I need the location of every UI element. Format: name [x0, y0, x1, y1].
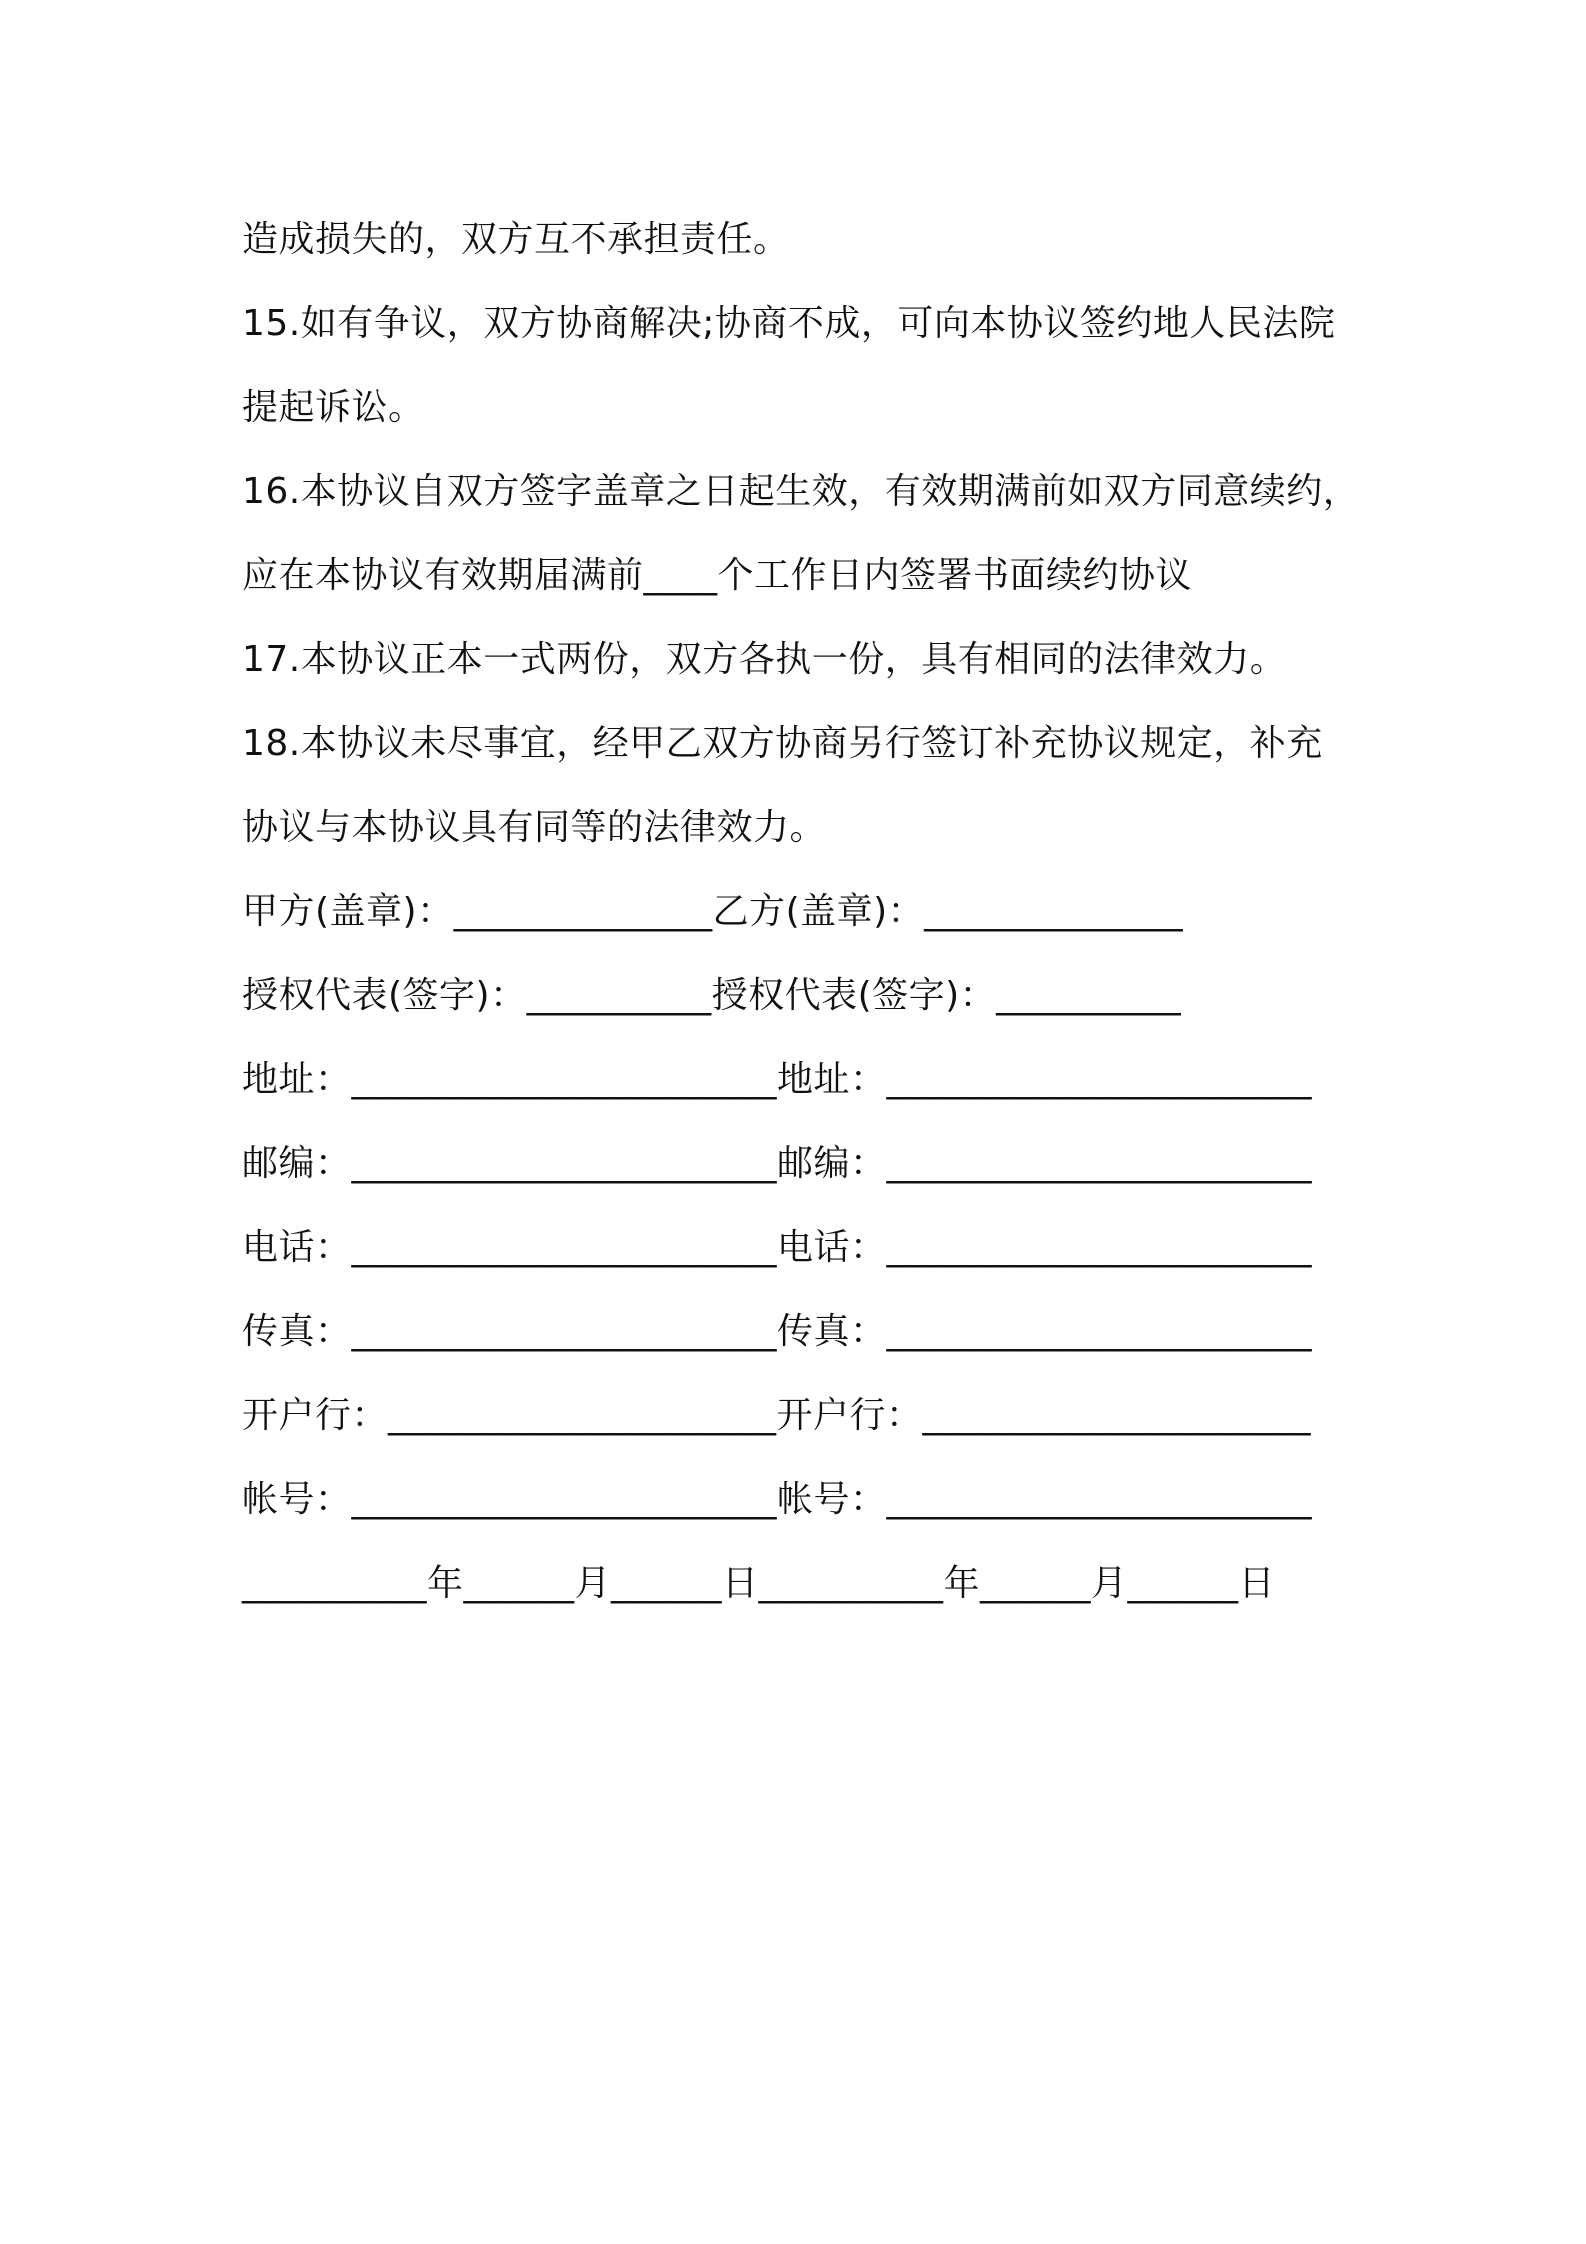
clause-18-continuation: 协议与本协议具有同等的法律效力。 [242, 807, 827, 848]
clause-15-continuation: 提起诉讼。 [242, 387, 425, 428]
clause-18: 18.本协议未尽事宜，经甲乙双方协商另行签订补充协议规定，补充 [242, 723, 1323, 764]
document-body [242, 198, 1372, 1626]
address-row: 地址：_______________________地址：_______________________ [242, 1059, 1313, 1100]
clause-17: 17.本协议正本一式两份，双方各执一份，具有相同的法律效力。 [242, 639, 1287, 680]
clause-16-continuation: 应在本协议有效期届满前____个工作日内签署书面续约协议 [242, 555, 1193, 596]
clause-15: 15.如有争议，双方协商解决;协商不成，可向本协议签约地人民法院 [242, 303, 1336, 344]
fax-row: 传真：_______________________传真：_______________________ [242, 1311, 1313, 1352]
signature-seal-row: 甲方(盖章)：______________乙方(盖章)：______________ [242, 891, 1184, 932]
bank-row: 开户行：_____________________开户行：_____________________ [242, 1395, 1312, 1436]
date-row: __________年______月______日__________年______月______日 [242, 1563, 1275, 1604]
clause-16: 16.本协议自双方签字盖章之日起生效，有效期满前如双方同意续约， [242, 471, 1360, 512]
postcode-row: 邮编：_______________________邮编：_______________________ [242, 1143, 1313, 1184]
account-row: 帐号：_______________________帐号：_______________________ [242, 1479, 1313, 1520]
clause-14-continuation: 造成损失的，双方互不承担责任。 [242, 219, 790, 260]
phone-row: 电话：_______________________电话：_______________________ [242, 1227, 1313, 1268]
signature-representative-row: 授权代表(签字)：__________授权代表(签字)：__________ [242, 975, 1182, 1016]
